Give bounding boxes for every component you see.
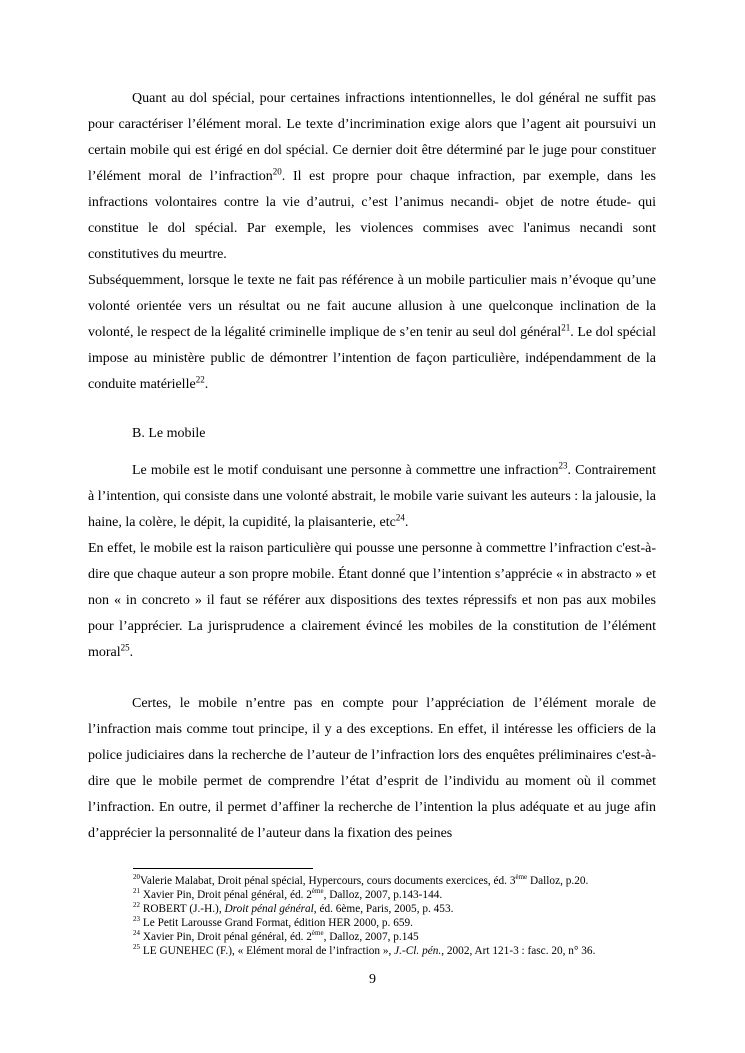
text-run: En effet, le mobile est la raison particulière qui pousse une personne à commettre l’infraction c'est-à-dire que chaque auteur a son propre mobile. Étant donné que l’intention s’apprécie « in abstracto » et non « in concreto » il faut se référer aux dispositions des textes répressifs et non pas aux mobiles pour l’apprécier. La jurisprudence a clairement évincé les mobiles de la constitution de l’élément moral (88, 541, 656, 660)
footnote-text: ème (515, 873, 528, 882)
body-block-2 (88, 458, 656, 666)
section-heading: B. Le mobile (132, 426, 206, 441)
footnote-22 (133, 902, 673, 916)
footnote-ref[interactable]: 24 (395, 512, 405, 523)
footnote-italic-title: J.-Cl. pén. (394, 945, 442, 957)
footnote-25 (133, 944, 673, 958)
footnote-text: , Dalloz, 2007, p.145 (323, 931, 419, 943)
footnote-text: , éd. 6ème, Paris, 2005, p. 453. (313, 903, 454, 915)
paragraph-dol-special (88, 86, 656, 268)
footnote-number: 21 (133, 887, 140, 896)
footnote-number: 23 (133, 915, 140, 924)
footnote-text: Dalloz, p.20. (527, 875, 589, 887)
text-run: . (404, 515, 409, 530)
text-run: Le mobile est le motif conduisant une personne à commettre une infraction (132, 463, 559, 478)
footnote-ref[interactable]: 20 (272, 166, 282, 177)
footnote-text: , 2002, Art 121-3 : fasc. 20, n° 36. (441, 945, 596, 957)
footnote-text: , Dalloz, 2007, p.143-144. (323, 889, 443, 901)
text-run: Quant au dol spécial, pour certaines infractions intentionnelles, le dol général ne suffit pas pour caractériser l’élément moral. Le texte d’incrimination exige alors que l’agent ait poursuivi un certain mobile qui est érigé en dol spécial. Ce dernier doit être déterminé par le juge pour constituer l’élément moral de l’infraction (88, 91, 656, 184)
footnote-text: Le Petit Larousse Grand Format, édition HER 2000, p. 659. (140, 917, 413, 929)
footnote-number: 22 (133, 901, 140, 910)
footnote-text: LE GUNEHEC (F.), « Elément moral de l’infraction », (140, 945, 395, 957)
footnotes (133, 874, 673, 958)
body-block-1 (88, 86, 656, 398)
footnote-italic-title: Droit pénal général (224, 903, 314, 915)
text-run: . (129, 645, 134, 660)
paragraph-en-effet (88, 536, 656, 666)
footnote-20 (133, 874, 673, 888)
page-number: 9 (369, 972, 376, 987)
text-run: . Le dol spécial impose au ministère public de démontrer l’intention de façon particulière, indépendamment de la conduite matérielle (88, 325, 656, 392)
paragraph-certes: Certes, le mobile n’entre pas en compte pour l’appréciation de l’élément morale de l’infraction mais comme tout principe, il y a des exceptions. En effet, il intéresse les officiers de la police judiciaires dans la recherche de l’auteur de l’infraction lors des enquêtes préliminaires c'est-à-dire que le mobile permet de comprendre l’état d’esprit de l’individu au moment où il commet l’infraction. En outre, il permet d’affiner la recherche de l’intention la plus adéquate et au juge afin d’apprécier la personnalité de l’auteur dans la fixation des peines (88, 696, 656, 841)
footnote-text: ème (311, 929, 324, 938)
footnote-text: Valerie Malabat, Droit pénal spécial, Hypercours, cours documents exercices, éd. 3 (140, 875, 516, 887)
text-run: . Contrairement à l’intention, qui consiste dans une volonté abstrait, le mobile varie suivant les auteurs : la jalousie, la haine, la colère, le dépit, la cupidité, la plaisanterie, etc (88, 463, 656, 530)
body-block-3 (88, 691, 656, 847)
paragraph-subsequemment (88, 268, 656, 398)
footnote-text: Xavier Pin, Droit pénal général, éd. 2 (140, 889, 312, 901)
footnote-separator (133, 868, 313, 869)
section-heading-wrap (88, 421, 656, 447)
footnote-number: 25 (133, 943, 140, 952)
footnote-ref[interactable]: 22 (195, 374, 205, 385)
footnote-ref[interactable]: 25 (120, 642, 130, 653)
text-run: . (204, 377, 209, 392)
footnote-text: Xavier Pin, Droit pénal général, éd. 2 (140, 931, 312, 943)
footnote-ref[interactable]: 23 (558, 460, 568, 471)
footnote-23 (133, 916, 673, 930)
text-run: . Il est propre pour chaque infraction, par exemple, dans les infractions volontaires contre la vie d’autrui, c’est l’animus necandi- objet de notre étude- qui constitue le dol spécial. Par exemple, les violences commises avec l'animus necandi sont constitutives du meurtre. (88, 169, 656, 262)
footnote-number: 24 (133, 929, 140, 938)
paragraph-mobile-definition (88, 458, 656, 536)
text-run: Subséquemment, lorsque le texte ne fait pas référence à un mobile particulier mais n’évoque qu’une volonté orientée vers un résultat ou ne fait aucune allusion à une quelconque inclination de la volonté, le respect de la légalité criminelle implique de s’en tenir au seul dol général (88, 273, 656, 340)
footnote-number: 20 (133, 873, 140, 882)
footnote-ref[interactable]: 21 (561, 322, 571, 333)
footnote-21 (133, 888, 673, 902)
footnote-text: ROBERT (J.-H.), (140, 903, 225, 915)
footnote-text: ème (311, 887, 324, 896)
footnote-24 (133, 930, 673, 944)
